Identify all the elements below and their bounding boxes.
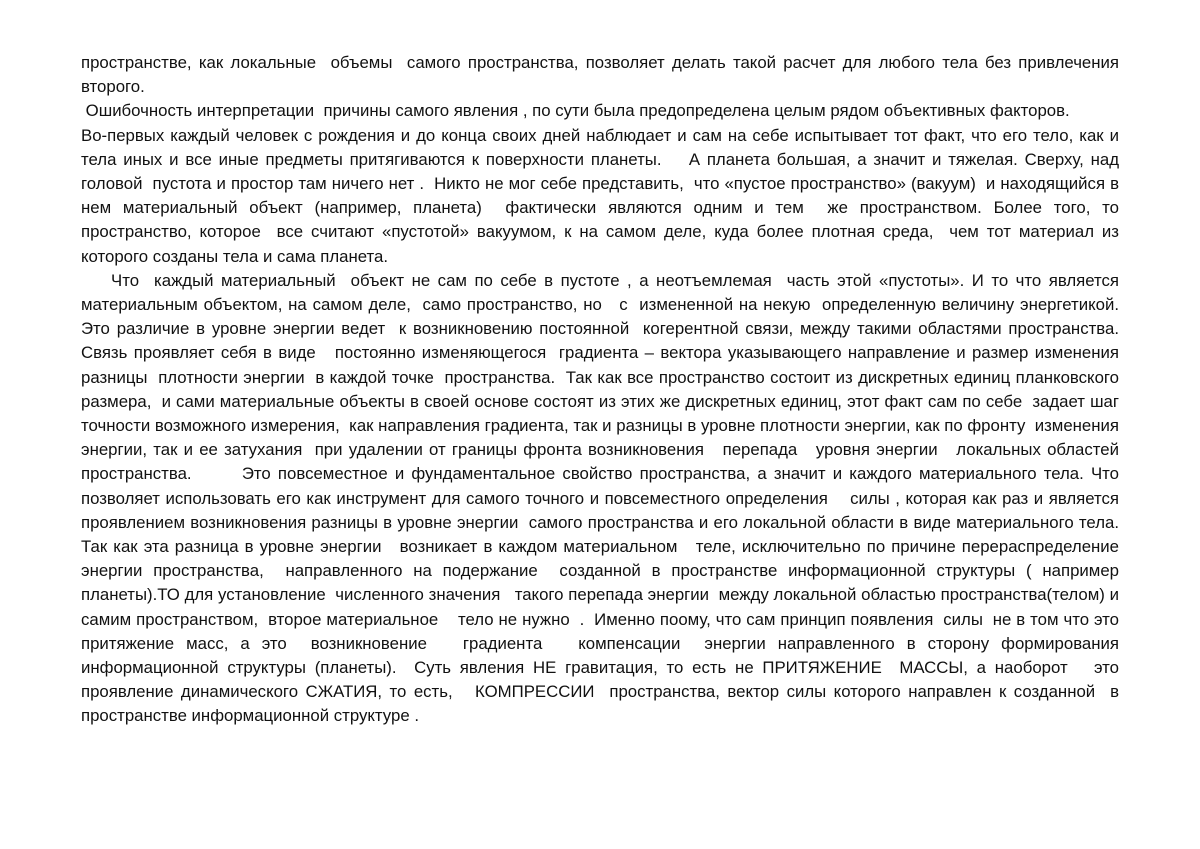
document-page — [81, 51, 1129, 729]
paragraph-4: Что каждый материальный объект не сам по себе в пустоте , а неотъемлемая часть этой «пустоты». И то что является материальным объектом, на самом деле, само пространство, но с измененной на некую определенную величину энергетикой. Это различие в уровне энергии ведет к возникновению постоянной когерентной связи, между такими областями пространства. Связь проявляет себя в виде постоянно изменяющегося градиента – вектора указывающего направление и размер изменения разницы плотности энергии в каждой точке пространства. Так как все пространство состоит из дискретных единиц планковского размера, и сами материальные объекты в своей основе состоят из этих же дискретных единиц, этот факт сам по себе задает шаг точности возможного измерения, как направления градиента, так и разницы в уровне плотности энергии, как по фронту изменения энергии, так и ее затухания при удалении от границы фронта возникновения перепада уровня энергии локальных областей пространства. Это повсеместное и фундаментальное свойство пространства, а значит и каждого материального тела. Что позволяет использовать его как инструмент для самого точного и повсеместного определения силы , которая как раз и является проявлением возникновения разницы в уровне энергии самого пространства и его локальной области в виде материального тела. Так как эта разница в уровне энергии возникает в каждом материальном теле, исключительно по причине перераспределение энергии пространства, направленного на подержание созданной в пространстве информационной структуры ( например планеты).ТО для установление численного значения такого перепада энергии между локальной областью пространства(телом) и самим пространством, второе материальное тело не нужно . Именно поому, что сам принцип появления силы не в том что это притяжение масс, а это возникновение градиента компенсации энергии направленного в сторону формирования информационной структуры (планеты). Суть явления НЕ гравитация, то есть не ПРИТЯЖЕНИЕ МАССЫ, а наоборот это проявление динамического СЖАТИЯ, то есть, КОМПРЕССИИ пространства, вектор силы которого направлен к созданной в пространстве информационной структуре . — [81, 270, 1129, 726]
paragraph-3: Во-первых каждый человек с рождения и до конца своих дней наблюдает и сам на себе испытывает тот факт, что его тело, как и тела иных и все иные предметы притягиваются к поверхности планеты. А планета большая, а значит и тяжелая. Сверху, над головой пустота и простор там ничего нет . Никто не мог себе представить, что «пустое пространство» (вакуум) и находящийся в нем материальный объект (например, планета) фактически являются одним и тем же пространством. Более того, то пространство, которое все считают «пустотой» вакуумом, к на самом деле, куда более плотная среда, чем тот материал из которого созданы тела и сама планета. — [81, 125, 1124, 266]
paragraph-2: Ошибочность интерпретации причины самого явления , по сути была предопределена целым рядом объективных факторов. — [81, 101, 1070, 121]
paragraph-1: пространстве, как локальные объемы самого пространства, позволяет делать такой расчет для любого тела без привлечения второго. — [81, 53, 1124, 97]
